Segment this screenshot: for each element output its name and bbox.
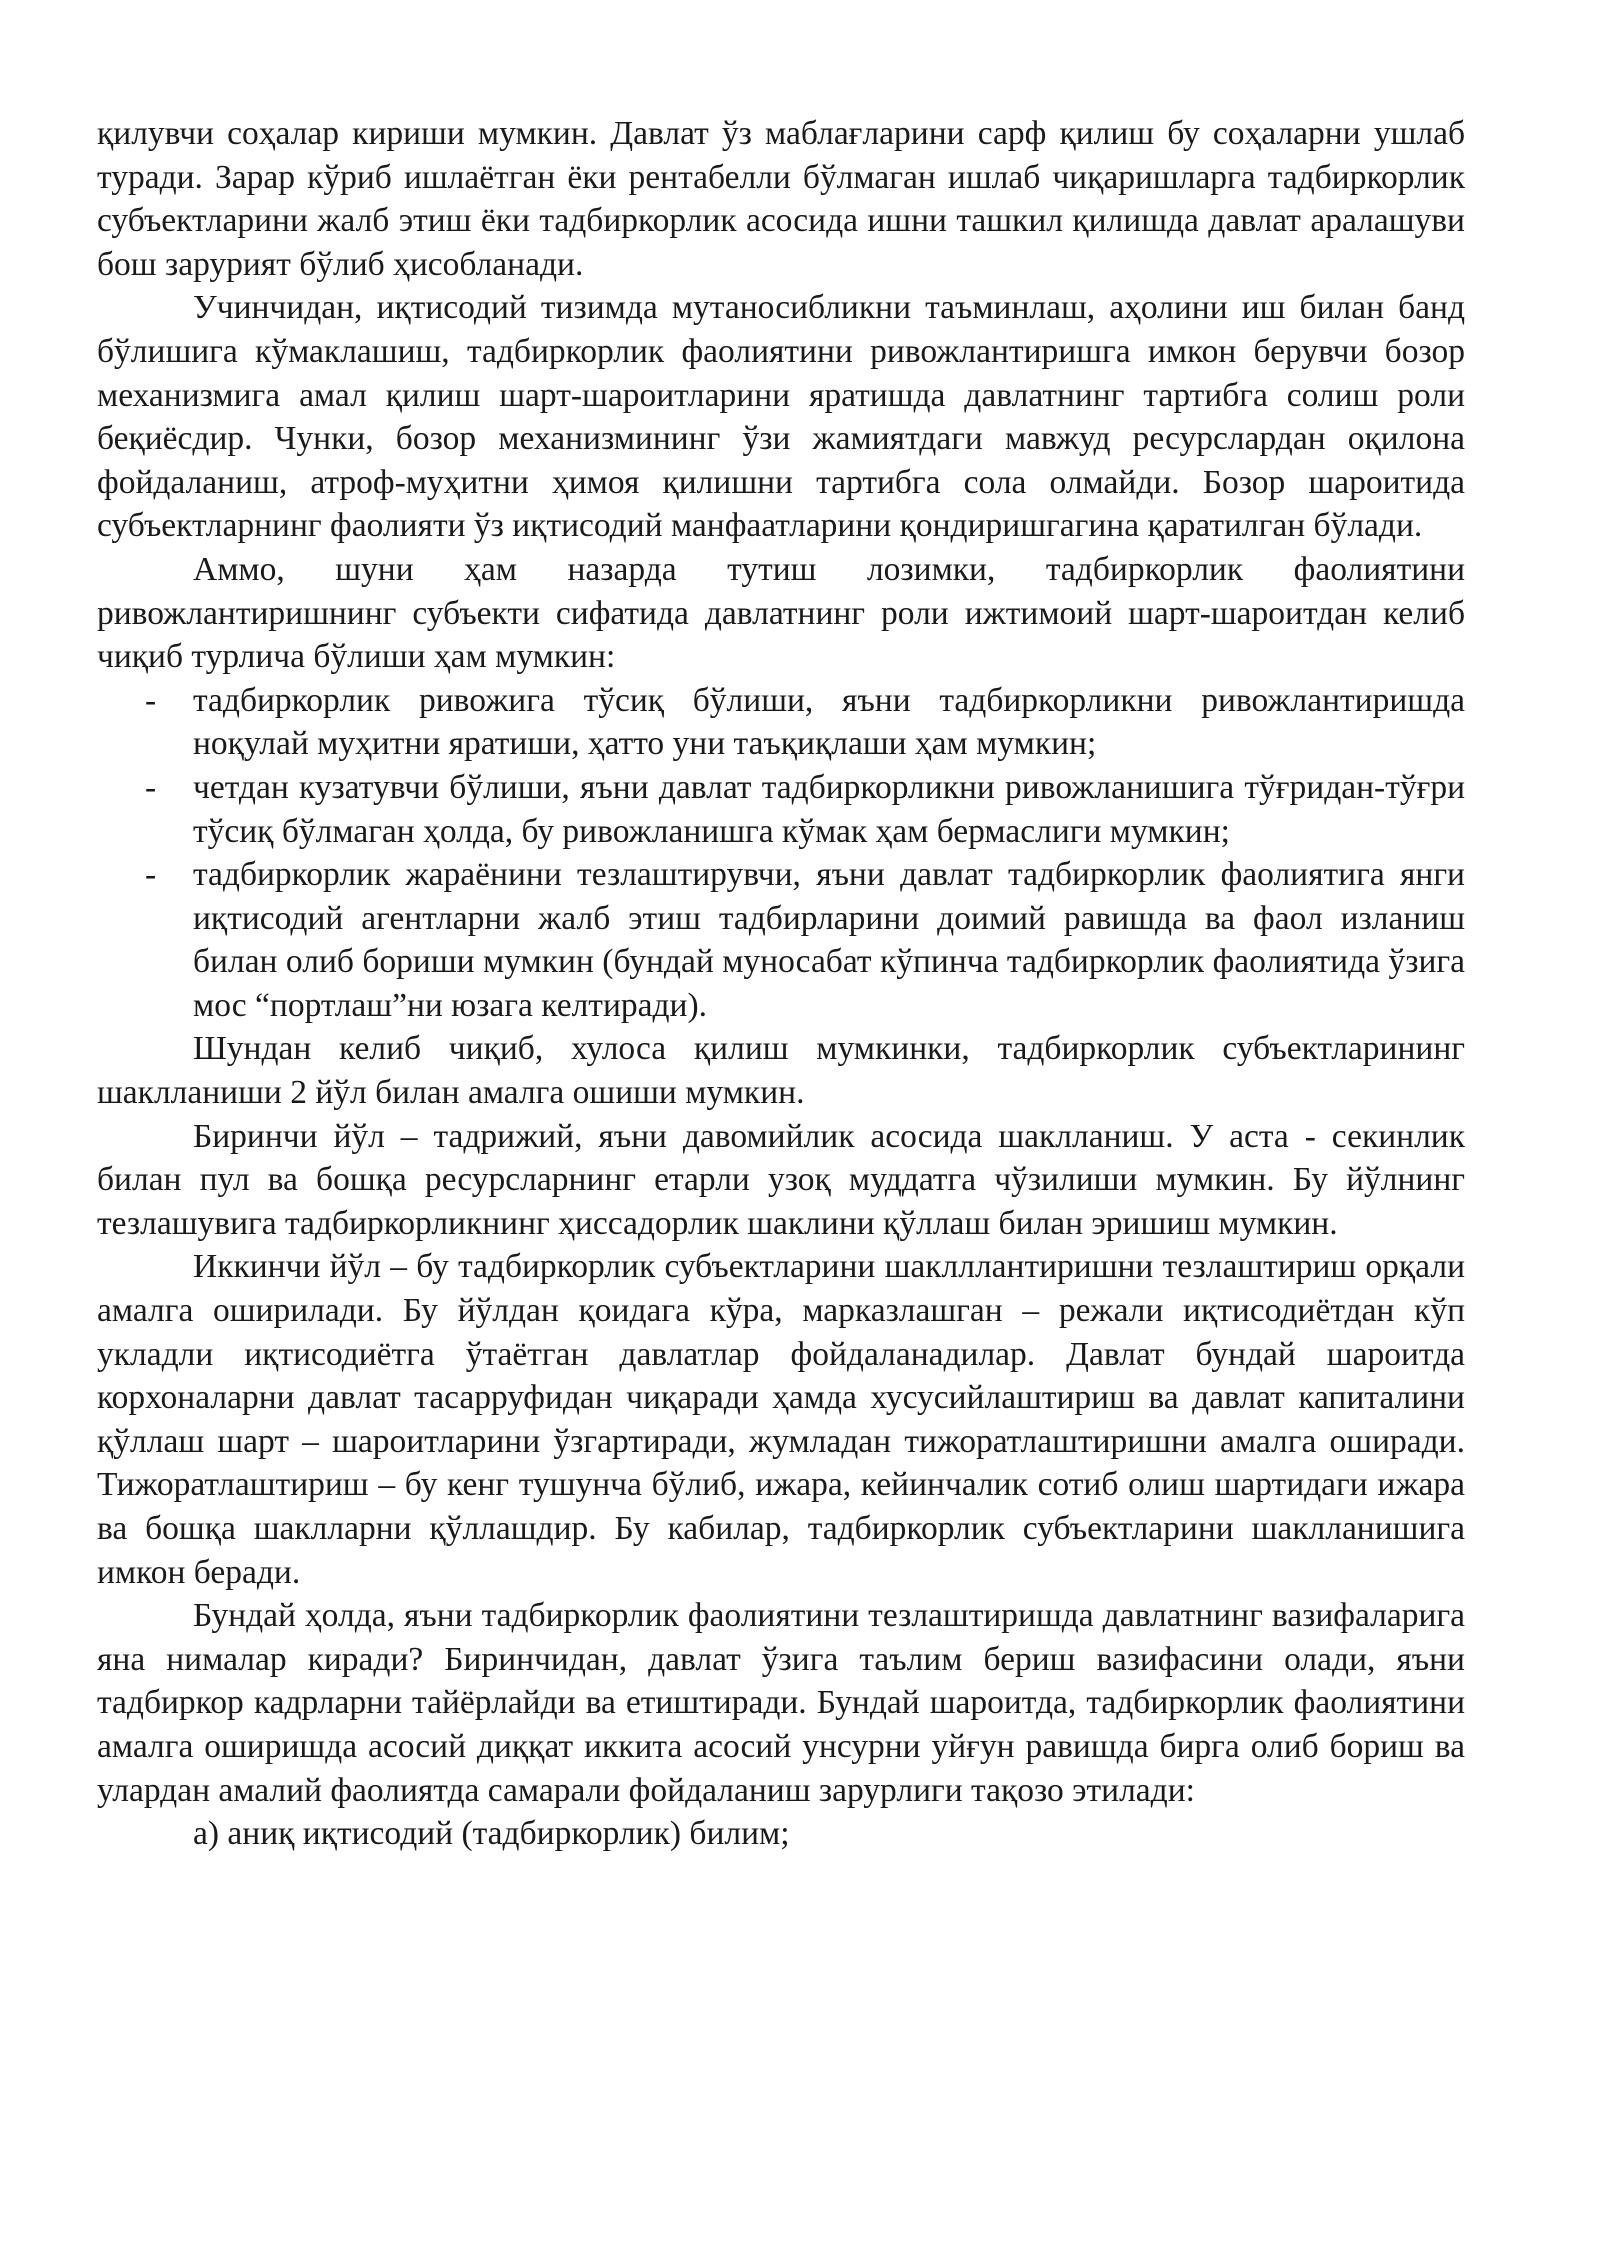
list-item	[97, 679, 1465, 766]
list-item	[97, 766, 1465, 853]
list-item-text: четдан кузатувчи бўлиши, яъни давлат тадбиркорликни ривожланишига тўғридан-тўғри тўсиқ бўлмаган ҳолда, бу ривожланишга кўмак ҳам бермаслиги мумкин;	[193, 768, 1465, 850]
dash-marker: -	[145, 768, 157, 806]
paragraph-3: Аммо, шуни ҳам назарда тутиш лозимки, тадбиркорлик фаолиятини ривожлантиришнинг субъекти сифатида давлатнинг роли ижтимоий шарт-шароитдан келиб чиқиб турлича бўлиши ҳам мумкин:	[97, 550, 1465, 676]
dash-marker: -	[145, 856, 157, 894]
paragraph-8: а) аниқ иқтисодий (тадбиркорлик) билим;	[193, 1815, 790, 1853]
paragraph-7: Бундай ҳолда, яъни тадбиркорлик фаолиятини тезлаштиришда давлатнинг вазифаларига яна нималар киради? Биринчидан, давлат ўзига таълим бериш вазифасини олади, яъни тадбиркор кадрларни тайёрлайди ва етиштиради. Бундай шароитда, тадбиркорлик фаолиятини амалга оширишда асосий диққат иккита асосий унсурни уйғун равишда бирга олиб бориш ва улардан амалий фаолиятда самарали фойдаланиш зарурлиги тақозо этилади:	[97, 1597, 1465, 1809]
paragraph-6: Иккинчи йўл – бу тадбиркорлик субъектларини шаклллантиришни тезлаштириш орқали амалга оширилади. Бу йўлдан қоидага кўра, марказлашган – режали иқтисодиётдан кўп укладли иқтисодиётга ўтаётган давлатлар фойдаланадилар. Давлат бундай шароитда корхоналарни давлат тасарруфидан чиқаради ҳамда хусусийлаштириш ва давлат капиталини қўллаш шарт – шароитларини ўзгартиради, жумладан тижоратлаштиришни амалга оширади. Тижоратлаштириш – бу кенг тушунча бўлиб, ижара, кейинчалик сотиб олиш шартидаги ижара ва бошқа шаклларни қўллашдир. Бу кабилар, тадбиркорлик субъектларини шаклланишига имкон беради.	[97, 1248, 1465, 1591]
paragraph-4: Шундан келиб чиқиб, хулоса қилиш мумкинки, тадбиркорлик субъектларининг шаклланиши 2 йўл билан амалга ошиши мумкин.	[97, 1030, 1465, 1112]
list-item-text: тадбиркорлик ривожига тўсиқ бўлиши, яъни тадбиркорликни ривожлантиришда ноқулай муҳитни яратиши, ҳатто уни таъқиқлаши ҳам мумкин;	[193, 681, 1465, 763]
paragraph-1: қилувчи соҳалар кириши мумкин. Давлат ўз маблағларини сарф қилиш бу соҳаларни ушлаб туради. Зарар кўриб ишлаётган ёки рентабелли бўлмаган ишлаб чиқаришларга тадбиркорлик субъектларини жалб этиш ёки тадбиркорлик асосида ишни ташкил қилишда давлат аралашуви бош зарурият бўлиб ҳисобланади.	[97, 115, 1465, 283]
bullet-list	[97, 679, 1465, 1028]
dash-marker: -	[145, 681, 157, 719]
list-item-text: тадбиркорлик жараёнини тезлаштирувчи, яъни давлат тадбиркорлик фаолиятига янги иқтисодий агентларни жалб этиш тадбирларини доимий равишда ва фаол изланиш билан олиб бориши мумкин (бундай муносабат кўпинча тадбиркорлик фаолиятида ўзига мос “портлаш”ни юзага келтиради).	[193, 856, 1465, 1024]
document-page	[97, 112, 1465, 1856]
list-item	[97, 853, 1465, 1027]
paragraph-5: Биринчи йўл – тадрижий, яъни давомийлик асосида шаклланиш. У аста - секинлик билан пул ва бошқа ресурсларнинг етарли узоқ муддатга чўзилиши мумкин. Бу йўлнинг тезлашувига тадбиркорликнинг ҳиссадорлик шаклини қўллаш билан эришиш мумкин.	[97, 1117, 1465, 1242]
paragraph-2: Учинчидан, иқтисодий тизимда мутаносибликни таъминлаш, аҳолини иш билан банд бўлишига кўмаклашиш, тадбиркорлик фаолиятини ривожлантиришга имкон берувчи бозор механизмига амал қилиш шарт-шароитларини яратишда давлатнинг тартибга солиш роли беқиёсдир. Чунки, бозор механизмининг ўзи жамиятдаги мавжуд ресурслардан оқилона фойдаланиш, атроф-муҳитни ҳимоя қилишни тартибга сола олмайди. Бозор шароитида субъектларнинг фаолияти ўз иқтисодий манфаатларини қондиришгагина қаратилган бўлади.	[97, 289, 1465, 545]
